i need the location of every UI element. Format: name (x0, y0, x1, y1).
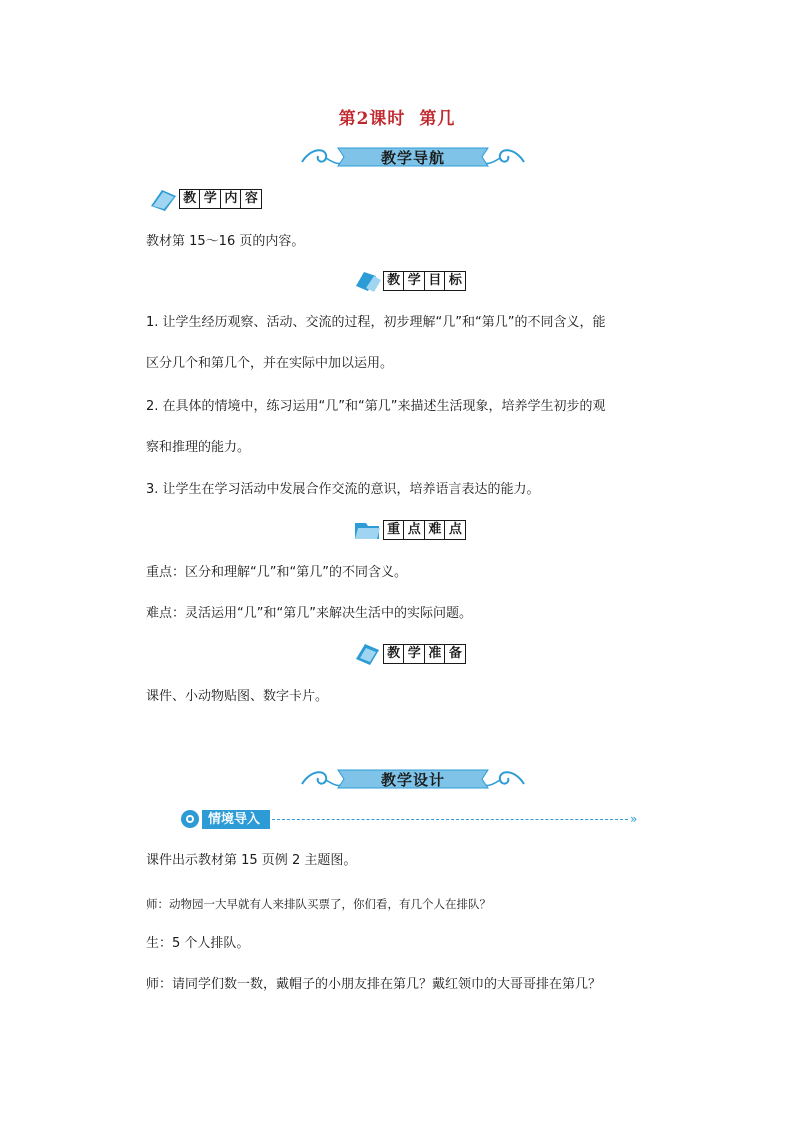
goal-item-continued: 察和推理的能力。 (146, 440, 251, 455)
book-icon (148, 186, 178, 212)
goal-item: 2. 在具体的情境中，练习运用“几”和“第几”来描述生活现象，培养学生初步的观 (146, 399, 606, 414)
heading-char: 内 (220, 189, 242, 209)
page-title (0, 104, 794, 129)
key-focus: 重点：区分和理解“几”和“第几”的不同含义。 (146, 565, 407, 580)
goal-item-continued: 区分几个和第几个，并在实际中加以运用。 (146, 356, 394, 371)
goal-item: 1. 让学生经历观察、活动、交流的过程，初步理解“几”和“第几”的不同含义，能 (146, 315, 606, 330)
folder-icon (352, 517, 382, 543)
heading-char: 学 (403, 644, 425, 664)
student-line: 生：5 个人排队。 (146, 936, 250, 951)
teacher-line: 师：动物园一大早就有人来排队买票了，你们看，有几个人在排队？ (146, 897, 491, 911)
heading-char: 点 (403, 520, 425, 540)
target-books-icon (352, 268, 382, 294)
lesson-topic: 第几 (419, 109, 456, 129)
banner-label: 教学设计 (380, 771, 445, 789)
key-difficulty: 难点：灵活运用“几”和“第几”来解决生活中的实际问题。 (146, 606, 472, 621)
heading-char: 点 (444, 520, 466, 540)
heading-char: 教 (383, 644, 405, 664)
heading-teaching-prep (352, 643, 466, 665)
intro-tag: 情境导入 (202, 810, 270, 829)
heading-key-points (352, 519, 466, 541)
heading-char: 教 (383, 271, 405, 291)
heading-char: 备 (444, 644, 466, 664)
banner-teaching-nav (298, 142, 528, 172)
note-icon (352, 641, 382, 667)
heading-char: 学 (403, 271, 425, 291)
banner-teaching-design (298, 764, 528, 794)
heading-char: 容 (240, 189, 262, 209)
heading-teaching-content (148, 188, 262, 210)
heading-char: 学 (199, 189, 221, 209)
heading-char: 标 (444, 271, 466, 291)
content-text: 教材第 15～16 页的内容。 (146, 234, 305, 249)
teacher-line: 师：请同学们数一数，戴帽子的小朋友排在第几？戴红领巾的大哥哥排在第几？ (146, 977, 602, 992)
lesson-number: 第2课时 (338, 109, 406, 129)
gear-icon (178, 808, 202, 830)
double-arrow-icon: » (630, 812, 635, 826)
heading-teaching-goals (352, 270, 466, 292)
heading-char: 难 (424, 520, 446, 540)
intro-line: 课件出示教材第 15 页例 2 主题图。 (146, 853, 357, 868)
goal-item: 3. 让学生在学习活动中发展合作交流的意识，培养语言表达的能力。 (146, 482, 540, 497)
dashed-divider (272, 819, 628, 820)
heading-char: 教 (179, 189, 201, 209)
banner-label: 教学导航 (380, 149, 445, 167)
prep-text: 课件、小动物贴图、数字卡片。 (146, 689, 329, 704)
heading-char: 目 (424, 271, 446, 291)
intro-section-strip (178, 808, 634, 830)
heading-char: 准 (424, 644, 446, 664)
heading-char: 重 (383, 520, 405, 540)
